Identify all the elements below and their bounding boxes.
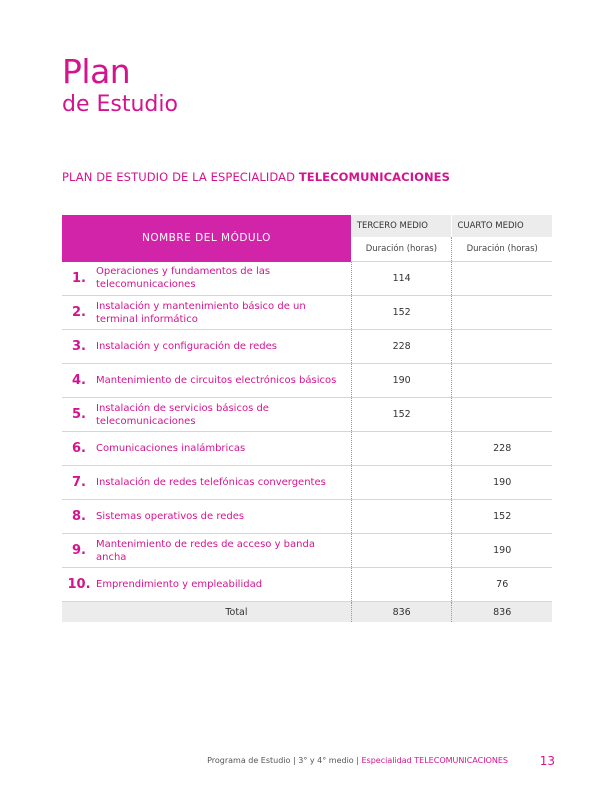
table-row: [62, 330, 552, 364]
table-row: [62, 262, 552, 296]
section-title: [62, 170, 450, 184]
module-cell: [62, 500, 351, 534]
footer-text: [207, 756, 508, 765]
page-subtitle: de Estudio: [62, 92, 178, 117]
module-cell: [62, 364, 351, 398]
table-row: [62, 500, 552, 534]
module-name: Emprendimiento y empleabilidad: [96, 579, 263, 590]
module-name: Mantenimiento de redes de acceso y banda ancha: [96, 538, 315, 563]
hours-third: 152: [351, 296, 452, 330]
footer-grades: 3° y 4° medio: [298, 756, 354, 765]
hours-third: 228: [351, 330, 452, 364]
hours-third: [351, 568, 452, 602]
module-number: 7.: [72, 475, 86, 490]
module-cell: [62, 534, 351, 568]
module-number: 4.: [72, 373, 86, 388]
module-number: 8.: [72, 509, 86, 524]
hours-third: [351, 534, 452, 568]
column-header-fourth: CUARTO MEDIO: [452, 215, 552, 237]
hours-fourth: [452, 262, 552, 296]
hours-fourth: [452, 398, 552, 432]
footer-specialty: Especialidad TELECOMUNICACIONES: [361, 756, 508, 765]
module-name: Comunicaciones inalámbricas: [96, 443, 246, 454]
page-title: Plan: [62, 52, 131, 91]
hours-third: [351, 500, 452, 534]
column-header-module: NOMBRE DEL MÓDULO: [62, 215, 351, 262]
page-number: 13: [539, 754, 555, 768]
module-cell: [62, 568, 351, 602]
module-cell: [62, 296, 351, 330]
total-label: Total: [62, 602, 351, 623]
footer-separator: |: [292, 756, 296, 765]
table-row: [62, 296, 552, 330]
module-number: 1.: [72, 270, 86, 286]
module-cell: [62, 330, 351, 364]
section-title-specialty: TELECOMUNICACIONES: [298, 170, 451, 184]
module-cell: [62, 398, 351, 432]
module-name: Sistemas operativos de redes: [96, 511, 245, 522]
hours-fourth: 190: [452, 534, 552, 568]
duration-header-third: Duración (horas): [351, 237, 452, 262]
module-number: 3.: [72, 339, 86, 354]
hours-fourth: [452, 330, 552, 364]
column-header-third: TERCERO MEDIO: [351, 215, 452, 237]
hours-fourth: 190: [452, 466, 552, 500]
hours-third: 114: [351, 262, 452, 296]
hours-third: [351, 466, 452, 500]
total-row: [62, 602, 552, 623]
hours-fourth: 228: [452, 432, 552, 466]
total-fourth: 836: [452, 602, 552, 623]
module-cell: [62, 432, 351, 466]
hours-fourth: 152: [452, 500, 552, 534]
hours-third: 190: [351, 364, 452, 398]
table-row: [62, 398, 552, 432]
table-row: [62, 364, 552, 398]
module-number: 6.: [72, 441, 86, 456]
total-third: 836: [351, 602, 452, 623]
module-name: Instalación de redes telefónicas convergentes: [96, 477, 326, 488]
hours-fourth: [452, 364, 552, 398]
hours-third: 152: [351, 398, 452, 432]
footer-program: Programa de Estudio: [207, 756, 291, 765]
table-row: [62, 466, 552, 500]
study-plan-table: [62, 215, 552, 622]
table-row: [62, 568, 552, 602]
section-title-prefix: PLAN DE ESTUDIO DE LA ESPECIALIDAD: [62, 170, 299, 184]
module-name: Instalación y mantenimiento básico de un terminal informático: [96, 300, 306, 325]
duration-header-fourth: Duración (horas): [452, 237, 552, 262]
module-name: Operaciones y fundamentos de las telecomunicaciones: [96, 266, 271, 291]
module-name: Mantenimiento de circuitos electrónicos básicos: [96, 375, 337, 386]
hours-fourth: 76: [452, 568, 552, 602]
module-cell: [62, 466, 351, 500]
module-number: 5.: [72, 407, 86, 422]
hours-third: [351, 432, 452, 466]
module-cell: [62, 262, 351, 296]
module-number: 9.: [72, 543, 86, 558]
module-name: Instalación de servicios básicos de telecomunicaciones: [96, 402, 269, 427]
table-row: [62, 432, 552, 466]
footer-separator: |: [356, 756, 359, 765]
hours-fourth: [452, 296, 552, 330]
table-row: [62, 534, 552, 568]
module-name: Instalación y configuración de redes: [96, 341, 277, 352]
module-number: 10.: [67, 577, 91, 592]
module-number: 2.: [72, 305, 86, 320]
